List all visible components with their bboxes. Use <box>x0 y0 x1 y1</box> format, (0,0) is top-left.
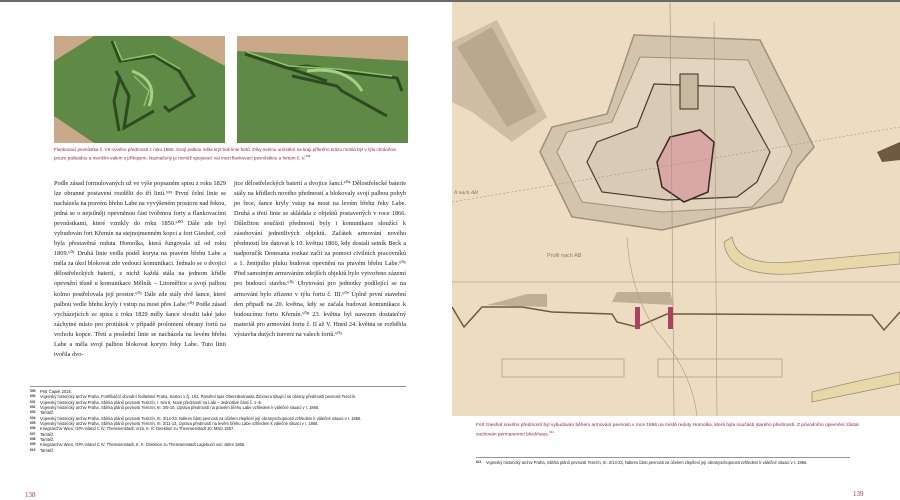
fortification-render-2 <box>237 36 408 143</box>
page-number: 139 <box>853 490 864 498</box>
footnote-number: 600 <box>30 394 36 399</box>
fortification-render-1 <box>54 36 225 143</box>
page-number: 138 <box>25 491 36 499</box>
footnote-number: 599 <box>30 389 36 393</box>
caption-text: Fort Gieshof nového předmostí byl vybudován během armování pevnosti v roce 1866 na místě reduty Homolka, která byla součástí starého předmostí. Z původního opevnění zůstal zachován permanentní blockhaus. <box>476 423 859 438</box>
figure-caption <box>54 147 408 162</box>
body-column-2: jice dělostřeleckých baterií a dvojice šancí.⁶⁰⁴ Dělostřelecké baterie stály na křídlech nového předmostí a blokovaly svojí palbou pohyb po řece, šance kryly vstup na most na levém břehu řeky Labe. Druhá a třetí linie se skládala z objektů postavených v roce 1866. Důležitou součástí předmostí byly i komunikace sloužící k zásobování jednotlivých objektů. Začátek armování nového předmostí lze datovat k 10. květnu 1866, kdy dostali setník Beck a nadporučík Donesana rozkaz začít za pomoci civilních pracovníků a 1. ženijního pluku budovat opevnění na pravém břehu Labe.⁶⁰⁵ Před samotným armováním zdejších objektů bylo vytvořeno zázemí pro budoucí stavbu.⁶⁰⁶ Ubytování pro jednotky podílející se na armování bylo zřízeno v týlu fortu č. III.⁶⁰⁷ Úplně první stavební den připadl na 20. května, kdy se začala budovat komunikace k budoucímu fortu Křemín.⁶⁰⁸ 23. května byl navezen dostatečný materiál pro armování fortu č. II až V. Hned 24. května se rozběhla výstavba dutých traverz na valech fortů.⁶⁰⁹ <box>234 180 406 338</box>
footnote-text: Vojenský historický archiv Praha, Fortifikační obvodní ředitelství Praha, Karton 1 čj. 161, Pamětní spis Oberstleutnanta Zimmera týkající se obrany předmostí pevnosti Terezín. <box>40 394 357 400</box>
historic-fort-plan <box>452 2 900 416</box>
footnote-divider <box>30 386 406 387</box>
footnote-number: 606 <box>30 426 36 431</box>
footnote-number: 601 <box>30 399 36 404</box>
map-label-profile-ab: Profil nach AB <box>547 253 582 259</box>
footnote-number: 605 <box>30 421 36 426</box>
footnote-text: Kriegsarchiv Wien, GPA Inland C IV, Theresienstadt, K. K. Direktion zu Theresienstadt Lagebuch von Jahre 1866. <box>40 442 246 448</box>
footnote-number: 604 <box>30 415 36 420</box>
footnote-text: Tamtéž. <box>40 437 55 443</box>
footnote-number: 602 <box>30 405 36 410</box>
footnote-text: Tamtéž. <box>40 431 55 437</box>
caption-ref: 611 <box>549 430 554 435</box>
footnote-number: 610 <box>30 447 36 452</box>
map-label-profile-ah: Il nach AH <box>454 190 479 196</box>
footnote <box>476 460 856 465</box>
footnote <box>30 448 408 453</box>
right-page <box>450 2 900 500</box>
footnote-number: 603 <box>30 410 36 415</box>
caption-text: Flankovací pevnůstka č. VII nového předmostí z roku 1866. Svojí palbou měla krýt bok linie fortů. Díky svému umístění na kraji příkrého srázu mohla být v týlu chráněná pouze palisádou a menším valem s příkopem. Naznačený je rovněž spojovací val mezi flankovací pevnůstkou a fortem č. V. <box>54 147 396 161</box>
footnote-text: Vojenský historický archiv Praha, Sbírka plánů pevnosti Terezín, I. N/a 5, Nové předmostí na Labi – Jednotlivé části č. 1–6. <box>40 399 263 405</box>
figure-caption <box>476 423 861 439</box>
footnote-number: 608 <box>30 437 36 442</box>
footnote-number: 607 <box>30 431 36 436</box>
footnote-text: Vojenský historický archiv Praha, Sbírka plánů pevnosti Terezín, III. 3/14-23, Nákres části pevnosti za účelem zlepšení její obranyschopnosti vzhledem k válečné situaci v r. 1866. <box>40 415 362 421</box>
footnote-text: Tamtéž. <box>40 410 55 416</box>
footnote-text: Kriegsarchiv Wien, GPA Inland C IV, Theresienstadt, vr15, K. K. Direktion zu Theresienstadt 30. März 1867. <box>40 426 235 432</box>
footnotes-left <box>30 389 408 453</box>
left-page <box>0 2 450 500</box>
body-column-1: Podle zásad formulovaných už ve výše popsaném spisu z roku 1829 lze obranné postavení rozdělit do tří linií.⁵⁹⁹ První čelní linie se nacházela na pravém břehu Labe na vyvýšeném prostoru nad řekou, jedná se o nejsilněji opevněnou část tvořenou forty a flankovacími pevnůstkami, které vznikly do roku 1850.⁶⁰⁰ Dále zde byl vybudován fort Křemín na stejnojmenném kopci a fort Gieshof, což byla přestavěná reduta Homolka, která fungovala už od roku 1809.⁶⁰¹ Druhá linie vedla podél koryta na pravém břehu Labe a měla za úkol blokovat zde vedoucí komunikaci. Jednalo se o dvojici dělostřeleckých baterií, z nichž každá stála na jednom křídle opevnění těsně u komunikace Mělník – Litoměřice a svojí palbou kolmo postřelovala její prostor.⁶⁰² Dále zde stály dvě šance, které palbou vedle břehu kryly i vstup na most přes Labe.⁶⁰³ Podle zásad vycházejících ze spisu z roku 1829 měly šance sloužit také jako záchytné místo pro protiútok v případě prolomení obrany fortů na vrcholu kopce. Třetí a poslední linie se nacházela na levém břehu Labe a měla svojí palbou blokovat koryto řeky Labe. Tuto linii tvořila dvo- <box>54 180 226 358</box>
footnote-text: Petr Čapek 2016. <box>40 389 72 394</box>
footnote-text: Vojenský historický archiv Praha, Sbírka plánů pevnosti Terezín, III. 3/11-13, Úprava předmostí na levém břehu Labe vzhledem k válečné situaci v r. 1866. <box>40 421 319 427</box>
caption-ref: 598 <box>305 154 311 159</box>
footnote-number: 611 <box>476 460 482 464</box>
footnote-text: Vojenský historický archiv Praha, Sbírka plánů pevnosti Terezín, III. 3/14-23, Nákres části pevnosti za účelem zlepšení její obranyschopnosti vzhledem k válečné situaci v r. 1866. <box>486 460 808 465</box>
footnote-text: Vojenský historický archiv Praha, Sbírka plánů pevnosti Terezín, III. 3/5-10, Úprava předmostí na pravém břehu Labe vzhledem k válečné situaci v r. 1866. <box>40 405 320 411</box>
footnote-text: Tamtéž. <box>40 447 55 453</box>
footnote-divider <box>476 457 850 458</box>
footnote-number: 609 <box>30 442 36 447</box>
footnotes-right <box>476 460 856 465</box>
